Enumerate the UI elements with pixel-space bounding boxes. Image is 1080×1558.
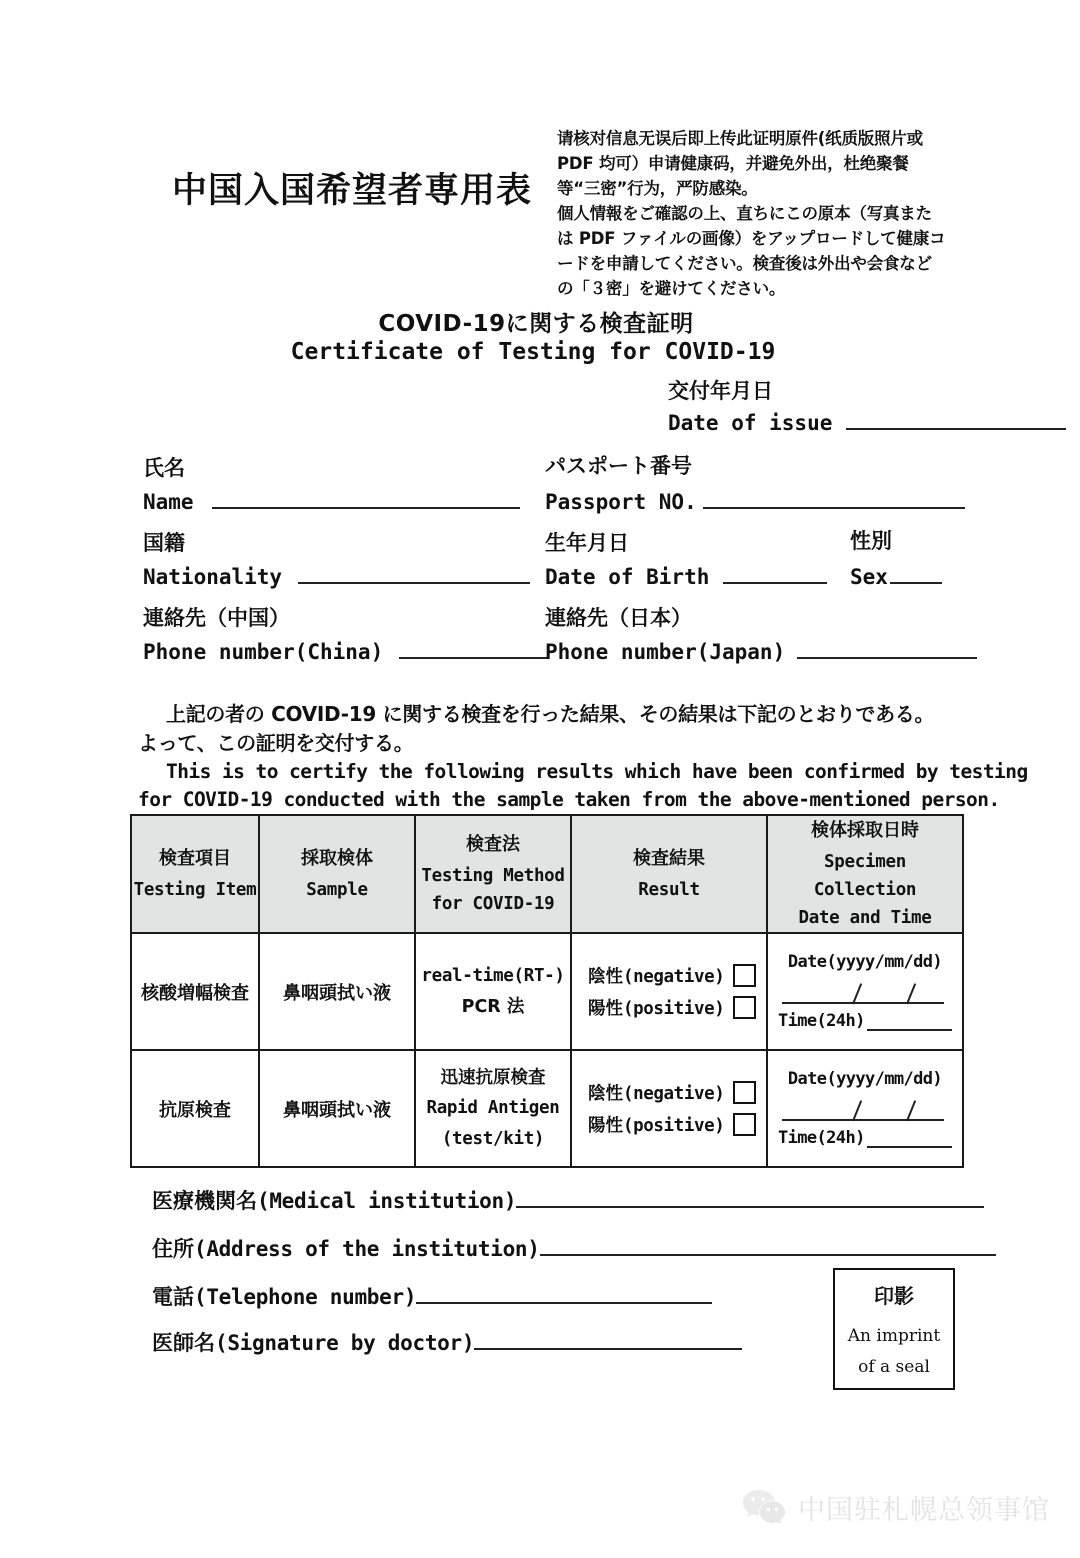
column-header-result — [571, 815, 767, 933]
header-en: Sample — [306, 880, 368, 900]
cell-testing-method — [415, 1050, 571, 1167]
time-input-area[interactable] — [778, 1128, 952, 1148]
phone-japan-label-en: Phone number(Japan) — [545, 640, 786, 664]
cell-sample: 鼻咽頭拭い液 — [259, 1050, 415, 1167]
table-row — [131, 1050, 963, 1167]
telephone-label-en: (Telephone number) — [194, 1285, 417, 1309]
date-input-area[interactable] — [778, 974, 952, 1008]
cell-specimen-datetime — [767, 933, 963, 1050]
header-en: Specimen Collection — [813, 852, 917, 900]
address-label-en: (Address of the institution) — [194, 1237, 540, 1261]
header-jp: 検査法 — [466, 834, 520, 855]
telephone-input-line[interactable] — [416, 1302, 712, 1304]
method-line: 迅速抗原検査 — [440, 1067, 546, 1088]
result-label-positive: 陽性(positive) — [588, 1116, 725, 1136]
passport-label-en: Passport NO. — [545, 490, 697, 514]
nationality-field[interactable] — [143, 565, 530, 589]
certification-statement — [138, 700, 1028, 815]
sex-label-en: Sex — [850, 565, 888, 589]
certificate-title-japanese: COVID-19に関する検査証明 — [378, 311, 694, 337]
passport-input-line[interactable] — [703, 507, 965, 509]
result-option-positive[interactable] — [588, 995, 766, 1020]
doctor-label-en: (Signature by doctor) — [215, 1331, 475, 1355]
seal-label-en-line1: An imprint — [847, 1326, 941, 1346]
date-label: Date(yyyy/mm/dd) — [787, 952, 943, 972]
time-input-line[interactable] — [867, 1029, 952, 1031]
sex-input-line[interactable] — [890, 582, 942, 584]
page-title: 中国入国希望者専用表 — [172, 171, 533, 211]
checkbox-negative[interactable] — [733, 1081, 756, 1104]
phone-japan-input-line[interactable] — [797, 657, 977, 659]
upload-notice — [557, 126, 947, 302]
statement-jp-line1: 上記の者の COVID-19 に関する検査を行った結果、その結果は下記のとおりである。 — [166, 702, 935, 726]
result-label-negative: 陰性(negative) — [588, 967, 725, 987]
name-label-en: Name — [143, 490, 194, 514]
result-option-positive[interactable] — [588, 1112, 766, 1137]
date-of-issue-field[interactable] — [668, 411, 1066, 435]
doctor-signature-field[interactable] — [152, 1327, 742, 1357]
phone-china-label-jp: 連絡先（中国） — [143, 606, 290, 630]
table-header-row — [131, 815, 963, 933]
notice-chinese: 请核对信息无误后即上传此证明原件(纸质版照片或 PDF 均可）申请健康码，并避免外出，杜绝聚餐等“三密”行为，严防感染。 — [557, 129, 923, 199]
header-en: Testing Method — [421, 866, 565, 886]
header-jp: 検体採取日時 — [811, 820, 919, 841]
date-of-issue-label-en: Date of issue — [668, 411, 833, 435]
result-label-positive: 陽性(positive) — [588, 999, 725, 1019]
medical-institution-label-en: (Medical institution) — [257, 1189, 517, 1213]
cell-testing-method — [415, 933, 571, 1050]
address-input-line[interactable] — [540, 1254, 996, 1256]
column-header-testing-method — [415, 815, 571, 933]
name-field[interactable] — [143, 490, 520, 514]
seal-imprint-box[interactable] — [833, 1268, 955, 1390]
medical-institution-input-line[interactable] — [516, 1206, 984, 1208]
result-option-negative[interactable] — [588, 963, 766, 988]
notice-japanese: 個人情報をご確認の上、直ちにこの原本（写真または PDF ファイルの画像）をアップロードして健康コードを申請してください。検査後は外出や会食などの「３密」を避けてください。 — [557, 204, 946, 299]
time-label: Time(24h) — [778, 1128, 865, 1148]
doctor-label-jp: 医師名 — [152, 1331, 215, 1355]
nationality-input-line[interactable] — [298, 582, 530, 584]
date-input-line[interactable] — [782, 1002, 944, 1004]
footer-watermark — [742, 1487, 1050, 1527]
cell-testing-item: 核酸増幅検査 — [131, 933, 259, 1050]
header-en: Result — [638, 880, 700, 900]
sex-label-jp: 性別 — [850, 529, 892, 553]
header-jp: 採取検体 — [301, 848, 373, 869]
phone-china-field[interactable] — [143, 640, 547, 664]
method-line: PCR 法 — [461, 996, 525, 1017]
column-header-sample — [259, 815, 415, 933]
result-label-negative: 陰性(negative) — [588, 1084, 725, 1104]
nationality-label-en: Nationality — [143, 565, 283, 589]
date-of-issue-input-line[interactable] — [846, 428, 1066, 430]
seal-label-jp: 印影 — [874, 1284, 914, 1308]
statement-en-line2: for COVID-19 conducted with the sample taken from the above-mentioned person. — [138, 788, 1000, 812]
table-row — [131, 933, 963, 1050]
header-en: Date and Time — [798, 908, 932, 928]
telephone-field[interactable] — [152, 1281, 712, 1311]
cell-result — [571, 1050, 767, 1167]
time-label: Time(24h) — [778, 1011, 865, 1031]
footer-label: 中国驻札幌总领事馆 — [798, 1494, 1050, 1526]
cell-sample: 鼻咽頭拭い液 — [259, 933, 415, 1050]
address-field[interactable] — [152, 1233, 996, 1263]
nationality-label-jp: 国籍 — [143, 531, 185, 555]
sex-field[interactable] — [850, 565, 942, 589]
medical-institution-field[interactable] — [152, 1185, 984, 1215]
header-jp: 検査項目 — [159, 848, 231, 869]
name-label-jp: 氏名 — [143, 456, 185, 480]
dob-label-en: Date of Birth — [545, 565, 710, 589]
method-line: (test/kit) — [441, 1128, 545, 1149]
address-label-jp: 住所 — [152, 1237, 194, 1261]
date-label: Date(yyyy/mm/dd) — [787, 1069, 943, 1089]
time-input-line[interactable] — [867, 1146, 952, 1148]
phone-japan-label-jp: 連絡先（日本） — [545, 606, 692, 630]
wechat-icon — [742, 1487, 786, 1527]
checkbox-positive[interactable] — [733, 996, 756, 1019]
method-line: real-time(RT-) — [421, 965, 565, 986]
seal-label-en-line2: of a seal — [858, 1357, 930, 1378]
phone-japan-field[interactable] — [545, 640, 977, 664]
dob-input-line[interactable] — [723, 582, 827, 584]
method-line: Rapid Antigen — [426, 1098, 560, 1119]
medical-institution-label-jp: 医療機関名 — [152, 1189, 257, 1213]
result-option-negative[interactable] — [588, 1080, 766, 1105]
telephone-label-jp: 電話 — [152, 1285, 194, 1309]
passport-field[interactable] — [545, 490, 965, 514]
passport-label-jp: パスポート番号 — [545, 454, 692, 478]
column-header-testing-item — [131, 815, 259, 933]
phone-china-label-en: Phone number(China) — [143, 640, 384, 664]
checkbox-negative[interactable] — [733, 964, 756, 987]
header-jp: 検査結果 — [633, 848, 705, 869]
cell-specimen-datetime — [767, 1050, 963, 1167]
dob-label-jp: 生年月日 — [545, 531, 629, 555]
statement-en-line1: This is to certify the following results which have been confirmed by testing — [166, 760, 1028, 783]
checkbox-positive[interactable] — [733, 1113, 756, 1136]
header-en: Testing Item — [133, 880, 257, 900]
date-input-line[interactable] — [782, 1119, 944, 1121]
name-input-line[interactable] — [212, 507, 520, 509]
certificate-title-english: Certificate of Testing for COVID-19 — [290, 339, 776, 365]
dob-field[interactable] — [545, 565, 827, 589]
date-input-area[interactable] — [778, 1091, 952, 1125]
test-results-table — [130, 814, 964, 1168]
header-en: for COVID-19 — [431, 894, 555, 914]
phone-china-input-line[interactable] — [399, 657, 547, 659]
cell-testing-item: 抗原検査 — [131, 1050, 259, 1167]
doctor-input-line[interactable] — [474, 1348, 742, 1350]
date-of-issue-label-jp: 交付年月日 — [668, 379, 773, 403]
cell-result — [571, 933, 767, 1050]
column-header-specimen-collection — [767, 815, 963, 933]
time-input-area[interactable] — [778, 1011, 952, 1031]
statement-jp-line2: よって、この証明を交付する。 — [138, 731, 414, 755]
